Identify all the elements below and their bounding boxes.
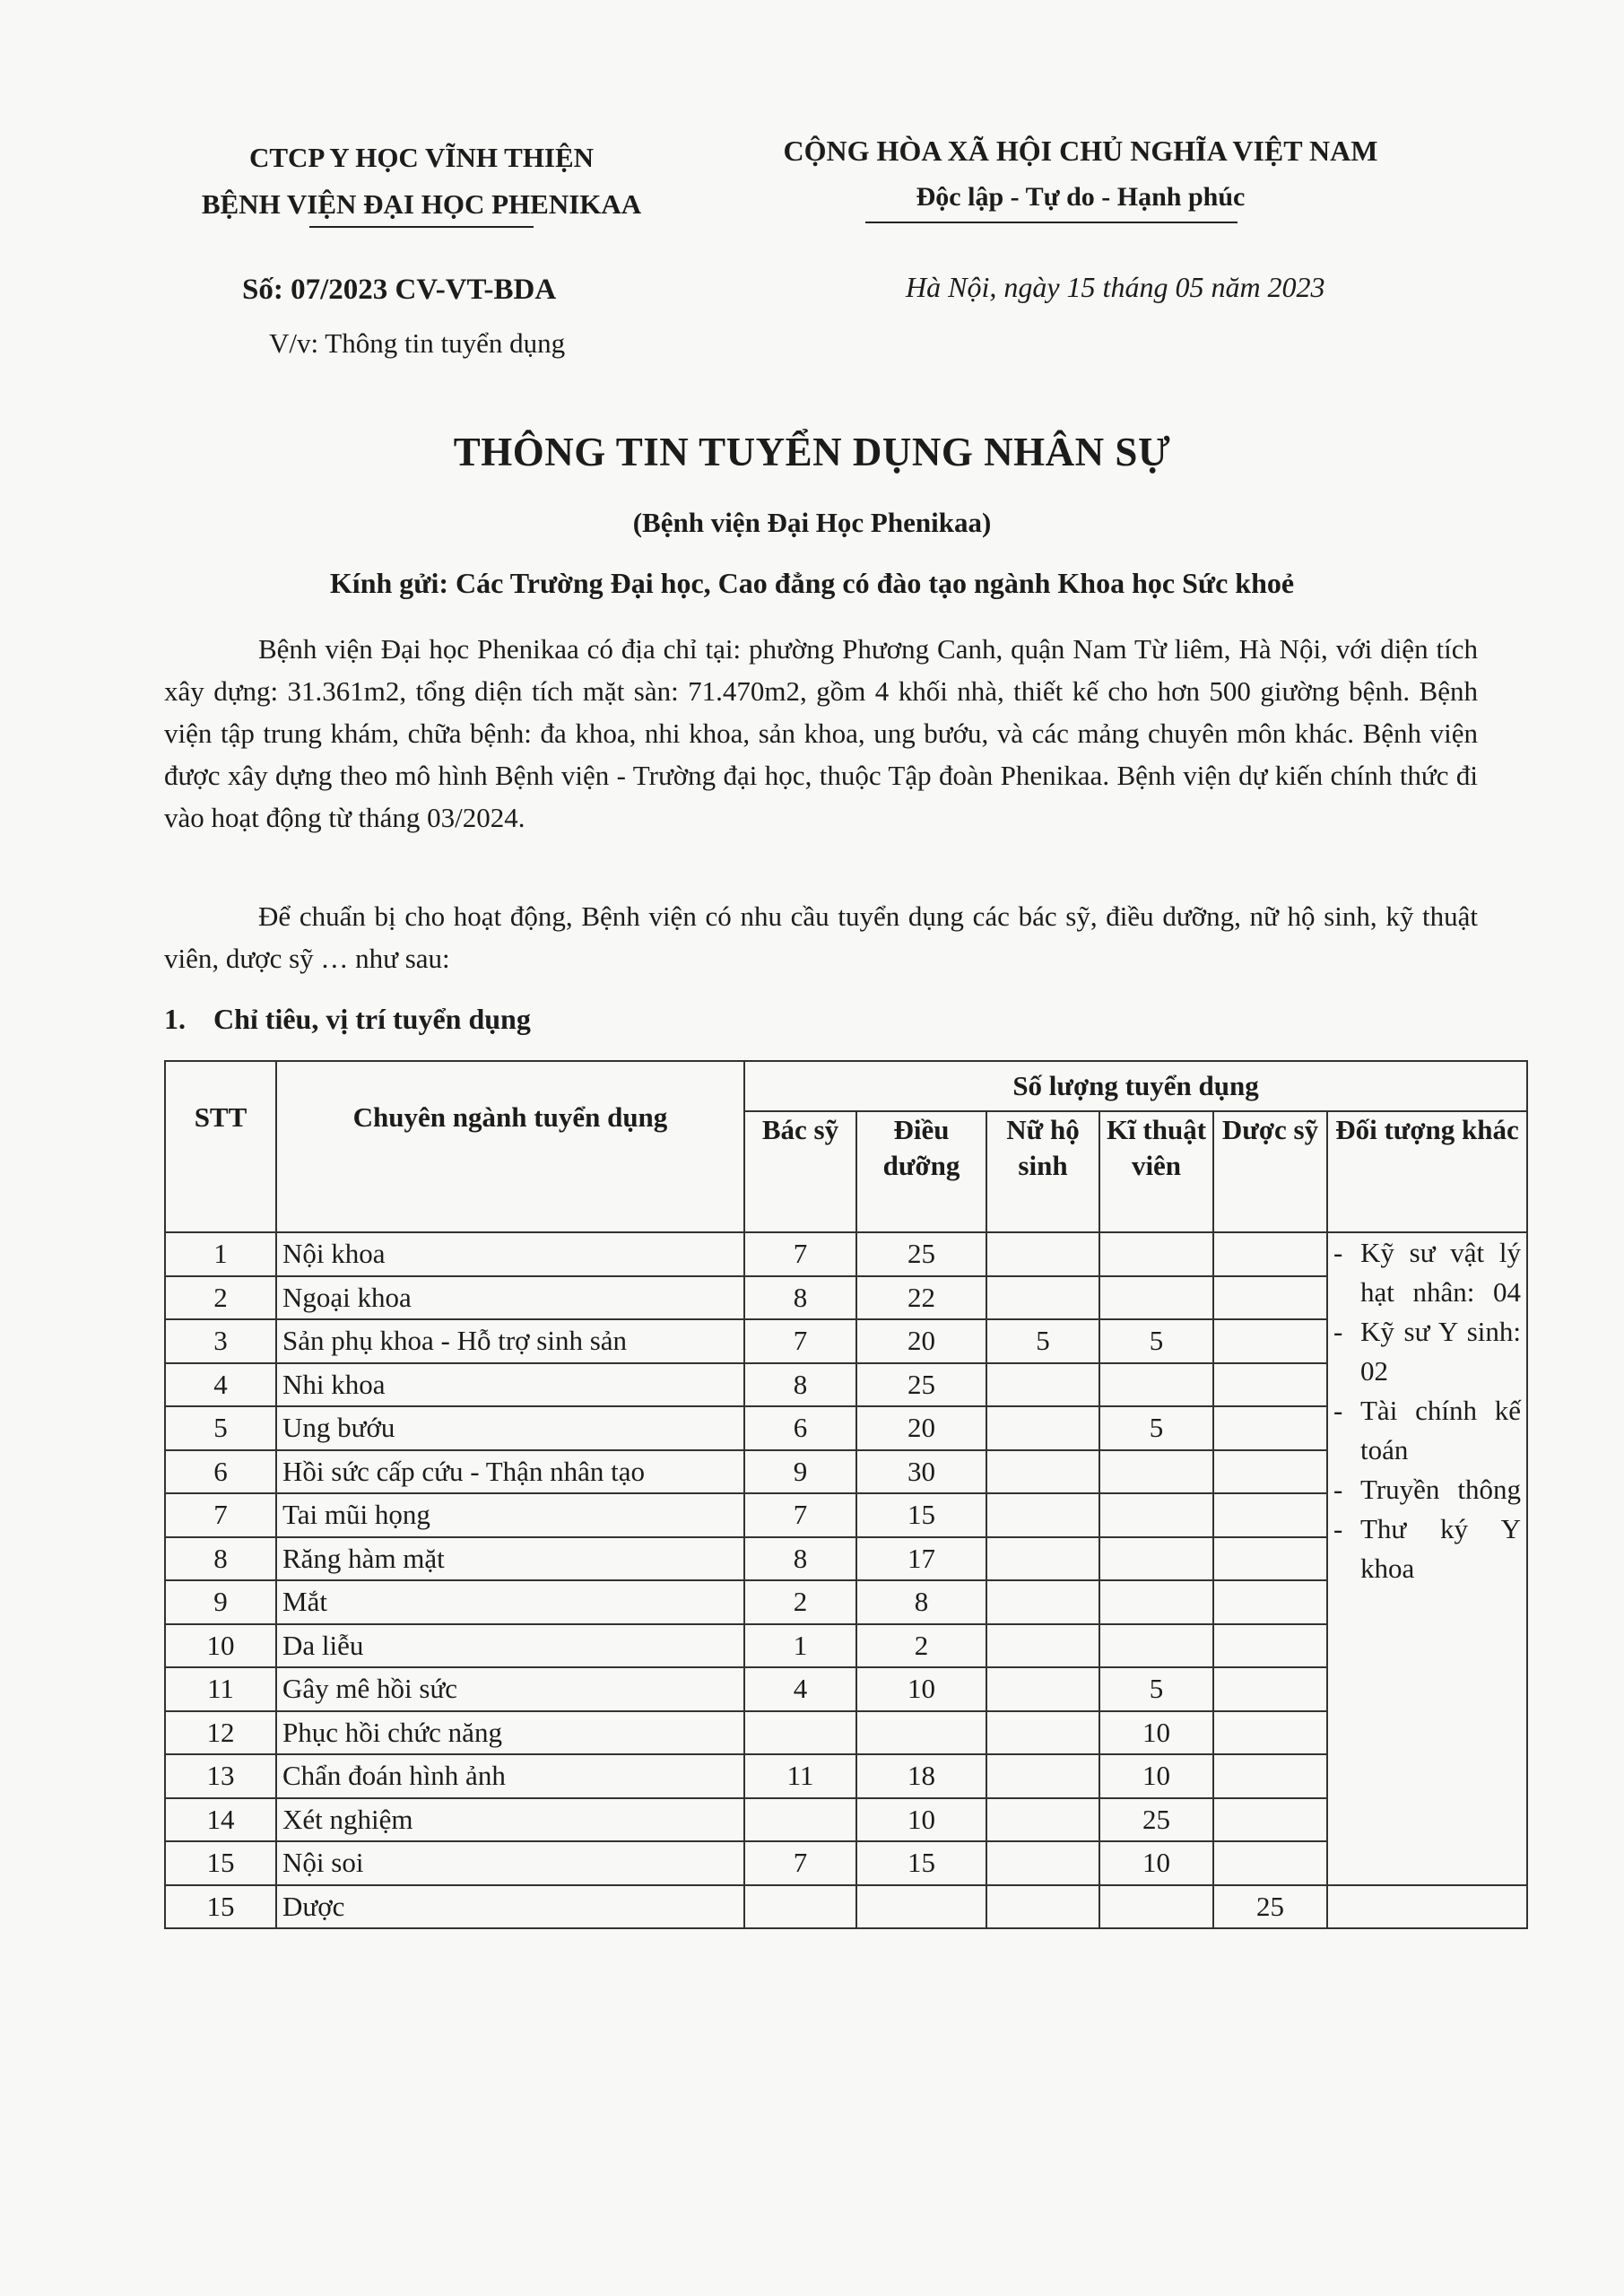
header-stt: STT	[165, 1061, 276, 1232]
list-dash: -	[1333, 1513, 1343, 1544]
row-pharmacist-count	[1213, 1754, 1327, 1798]
hospital-name: BỆNH VIỆN ĐẠI HỌC PHENIKAA	[201, 188, 642, 220]
row-nurse-count: 10	[856, 1667, 986, 1711]
table-row	[165, 1667, 1527, 1711]
row-stt: 3	[165, 1319, 276, 1363]
row-technician-count	[1099, 1493, 1213, 1537]
other-positions-cell	[1327, 1232, 1527, 1885]
row-stt: 15	[165, 1841, 276, 1885]
row-doctor-count	[744, 1798, 856, 1842]
row-other-empty	[1327, 1885, 1527, 1929]
row-stt: 12	[165, 1711, 276, 1755]
other-position-item	[1333, 1312, 1521, 1391]
row-doctor-count: 8	[744, 1276, 856, 1320]
row-pharmacist-count	[1213, 1580, 1327, 1624]
row-doctor-count: 7	[744, 1841, 856, 1885]
row-pharmacist-count	[1213, 1667, 1327, 1711]
row-nurse-count	[856, 1711, 986, 1755]
row-specialty: Hồi sức cấp cứu - Thận nhân tạo	[276, 1450, 744, 1494]
greeting: Kính gửi: Các Trường Đại học, Cao đẳng có đào tạo ngành Khoa học Sức khoẻ	[329, 567, 1295, 599]
table-row	[165, 1493, 1527, 1537]
row-doctor-count	[744, 1885, 856, 1929]
row-technician-count: 5	[1099, 1319, 1213, 1363]
row-specialty: Nội soi	[276, 1841, 744, 1885]
row-pharmacist-count	[1213, 1537, 1327, 1581]
page-title: THÔNG TIN TUYỂN DỤNG NHÂN SỰ	[453, 430, 1171, 474]
row-nurse-count: 8	[856, 1580, 986, 1624]
other-position-text: Thư ký Y khoa	[1360, 1513, 1522, 1584]
row-doctor-count: 7	[744, 1319, 856, 1363]
row-stt: 15	[165, 1885, 276, 1929]
row-midwife-count	[986, 1841, 1099, 1885]
document-number: Số: 07/2023 CV-VT-BDA	[242, 274, 557, 306]
row-stt: 10	[165, 1624, 276, 1668]
row-pharmacist-count	[1213, 1232, 1327, 1276]
table-row	[165, 1885, 1527, 1929]
list-dash: -	[1333, 1395, 1343, 1426]
row-stt: 9	[165, 1580, 276, 1624]
other-position-text: Tài chính kế toán	[1360, 1395, 1522, 1465]
row-nurse-count: 25	[856, 1363, 986, 1407]
row-doctor-count: 8	[744, 1537, 856, 1581]
row-pharmacist-count	[1213, 1711, 1327, 1755]
other-position-text: Truyền thông	[1360, 1474, 1522, 1505]
row-technician-count: 10	[1099, 1841, 1213, 1885]
table-row	[165, 1276, 1527, 1320]
row-midwife-count	[986, 1493, 1099, 1537]
row-stt: 1	[165, 1232, 276, 1276]
row-specialty: Gây mê hồi sức	[276, 1667, 744, 1711]
organization-header	[152, 135, 690, 228]
section-title: Chỉ tiêu, vị trí tuyển dụng	[213, 1003, 531, 1035]
row-stt: 6	[165, 1450, 276, 1494]
header-pharmacist: Dược sỹ	[1213, 1111, 1327, 1232]
row-nurse-count	[856, 1885, 986, 1929]
other-position-text: Kỹ sư vật lý hạt nhân: 04	[1360, 1237, 1522, 1308]
page-subtitle: (Bệnh viện Đại Học Phenikaa)	[632, 507, 992, 538]
list-dash: -	[1333, 1316, 1343, 1347]
row-pharmacist-count	[1213, 1624, 1327, 1668]
row-technician-count	[1099, 1276, 1213, 1320]
table-row	[165, 1580, 1527, 1624]
row-pharmacist-count	[1213, 1798, 1327, 1842]
row-pharmacist-count: 25	[1213, 1885, 1327, 1929]
row-specialty: Nhi khoa	[276, 1363, 744, 1407]
row-pharmacist-count	[1213, 1363, 1327, 1407]
row-midwife-count	[986, 1667, 1099, 1711]
row-pharmacist-count	[1213, 1450, 1327, 1494]
row-stt: 11	[165, 1667, 276, 1711]
row-technician-count: 25	[1099, 1798, 1213, 1842]
table-row	[165, 1319, 1527, 1363]
row-nurse-count: 22	[856, 1276, 986, 1320]
row-specialty: Tai mũi họng	[276, 1493, 744, 1537]
row-technician-count	[1099, 1885, 1213, 1929]
row-nurse-count: 20	[856, 1406, 986, 1450]
header-specialty: Chuyên ngành tuyển dụng	[276, 1061, 744, 1232]
table-row	[165, 1624, 1527, 1668]
row-midwife-count	[986, 1580, 1099, 1624]
row-technician-count: 5	[1099, 1406, 1213, 1450]
section-number: 1.	[164, 1003, 186, 1035]
row-midwife-count	[986, 1624, 1099, 1668]
row-stt: 7	[165, 1493, 276, 1537]
header-quantity-group: Số lượng tuyển dụng	[744, 1061, 1527, 1111]
row-technician-count	[1099, 1363, 1213, 1407]
row-doctor-count: 11	[744, 1754, 856, 1798]
row-doctor-count: 7	[744, 1232, 856, 1276]
row-midwife-count	[986, 1711, 1099, 1755]
organization-underline	[309, 226, 534, 228]
row-midwife-count	[986, 1406, 1099, 1450]
row-specialty: Ngoại khoa	[276, 1276, 744, 1320]
table-row	[165, 1798, 1527, 1842]
table-row	[165, 1754, 1527, 1798]
table-row	[165, 1711, 1527, 1755]
row-specialty: Ung bướu	[276, 1406, 744, 1450]
needs-paragraph-text: Để chuẩn bị cho hoạt động, Bệnh viện có nhu cầu tuyển dụng các bác sỹ, điều dưỡng, nữ hộ sinh, kỹ thuật viên, dược sỹ … như sau:	[164, 900, 1478, 974]
row-technician-count	[1099, 1537, 1213, 1581]
country-name: CỘNG HÒA XÃ HỘI CHỦ NGHĨA VIỆT NAM	[783, 135, 1378, 167]
row-nurse-count: 10	[856, 1798, 986, 1842]
intro-paragraph-text: Bệnh viện Đại học Phenikaa có địa chỉ tại: phường Phương Canh, quận Nam Từ liêm, Hà Nội, với diện tích xây dựng: 31.361m2, tổng diện tích mặt sàn: 71.470m2, gồm 4 khối nhà, thiết kế cho hơn 500 giường bệnh. Bệnh viện tập trung khám, chữa bệnh: đa khoa, nhi khoa, sản khoa, ung bướu, và các mảng chuyên môn khác. Bệnh viện được xây dựng theo mô hình Bệnh viện - Trường đại học, thuộc Tập đoàn Phenikaa. Bệnh viện dự kiến chính thức đi vào hoạt động từ tháng 03/2024.	[164, 633, 1478, 833]
document-date: Hà Nội, ngày 15 tháng 05 năm 2023	[906, 271, 1325, 303]
table-row	[165, 1363, 1527, 1407]
row-nurse-count: 18	[856, 1754, 986, 1798]
row-midwife-count: 5	[986, 1319, 1099, 1363]
row-technician-count	[1099, 1232, 1213, 1276]
row-technician-count	[1099, 1450, 1213, 1494]
organization-name: CTCP Y HỌC VĨNH THIỆN	[248, 142, 595, 173]
row-stt: 4	[165, 1363, 276, 1407]
table-row	[165, 1450, 1527, 1494]
row-specialty: Chẩn đoán hình ảnh	[276, 1754, 744, 1798]
row-midwife-count	[986, 1232, 1099, 1276]
row-doctor-count	[744, 1711, 856, 1755]
row-specialty: Dược	[276, 1885, 744, 1929]
row-technician-count	[1099, 1624, 1213, 1668]
header-doctor: Bác sỹ	[744, 1111, 856, 1232]
row-doctor-count: 1	[744, 1624, 856, 1668]
row-midwife-count	[986, 1885, 1099, 1929]
list-dash: -	[1333, 1237, 1343, 1268]
row-nurse-count: 2	[856, 1624, 986, 1668]
row-technician-count	[1099, 1580, 1213, 1624]
row-technician-count: 10	[1099, 1711, 1213, 1755]
row-pharmacist-count	[1213, 1406, 1327, 1450]
row-midwife-count	[986, 1537, 1099, 1581]
row-specialty: Mắt	[276, 1580, 744, 1624]
row-specialty: Da liễu	[276, 1624, 744, 1668]
needs-paragraph	[164, 895, 1478, 979]
row-nurse-count: 20	[856, 1319, 986, 1363]
row-pharmacist-count	[1213, 1276, 1327, 1320]
row-midwife-count	[986, 1363, 1099, 1407]
row-nurse-count: 30	[856, 1450, 986, 1494]
row-midwife-count	[986, 1754, 1099, 1798]
row-doctor-count: 9	[744, 1450, 856, 1494]
intro-paragraph	[164, 628, 1478, 839]
row-technician-count: 10	[1099, 1754, 1213, 1798]
row-nurse-count: 25	[856, 1232, 986, 1276]
row-pharmacist-count	[1213, 1493, 1327, 1537]
row-doctor-count: 8	[744, 1363, 856, 1407]
row-specialty: Phục hồi chức năng	[276, 1711, 744, 1755]
row-pharmacist-count	[1213, 1841, 1327, 1885]
row-doctor-count: 2	[744, 1580, 856, 1624]
list-dash: -	[1333, 1474, 1343, 1505]
row-pharmacist-count	[1213, 1319, 1327, 1363]
row-stt: 14	[165, 1798, 276, 1842]
table-body	[165, 1232, 1527, 1928]
row-specialty: Sản phụ khoa - Hỗ trợ sinh sản	[276, 1319, 744, 1363]
other-position-item	[1333, 1470, 1521, 1509]
row-midwife-count	[986, 1276, 1099, 1320]
other-position-item	[1333, 1391, 1521, 1470]
table-row	[165, 1406, 1527, 1450]
national-header	[708, 127, 1453, 221]
row-doctor-count: 7	[744, 1493, 856, 1537]
row-nurse-count: 15	[856, 1493, 986, 1537]
header-other: Đối tượng khác	[1327, 1111, 1527, 1232]
row-nurse-count: 17	[856, 1537, 986, 1581]
header-technician: Kĩ thuật viên	[1099, 1111, 1213, 1232]
row-specialty: Nội khoa	[276, 1232, 744, 1276]
motto-underline	[865, 222, 1238, 223]
row-nurse-count: 15	[856, 1841, 986, 1885]
header-nurse: Điều dưỡng	[856, 1111, 986, 1232]
row-doctor-count: 6	[744, 1406, 856, 1450]
table-row	[165, 1537, 1527, 1581]
row-stt: 2	[165, 1276, 276, 1320]
other-position-item	[1333, 1233, 1521, 1312]
other-position-text: Kỹ sư Y sinh: 02	[1360, 1316, 1522, 1387]
document-subject: V/v: Thông tin tuyển dụng	[269, 327, 566, 359]
row-stt: 8	[165, 1537, 276, 1581]
row-midwife-count	[986, 1450, 1099, 1494]
row-midwife-count	[986, 1798, 1099, 1842]
row-doctor-count: 4	[744, 1667, 856, 1711]
row-specialty: Răng hàm mặt	[276, 1537, 744, 1581]
row-stt: 5	[165, 1406, 276, 1450]
row-technician-count: 5	[1099, 1667, 1213, 1711]
recruitment-table	[164, 1060, 1528, 1929]
row-specialty: Xét nghiệm	[276, 1798, 744, 1842]
header-midwife: Nữ hộ sinh	[986, 1111, 1099, 1232]
table-row	[165, 1841, 1527, 1885]
national-motto: Độc lập - Tự do - Hạnh phúc	[916, 182, 1246, 212]
table-row	[165, 1232, 1527, 1276]
row-stt: 13	[165, 1754, 276, 1798]
other-position-item	[1333, 1509, 1521, 1588]
section-heading	[164, 1003, 531, 1036]
